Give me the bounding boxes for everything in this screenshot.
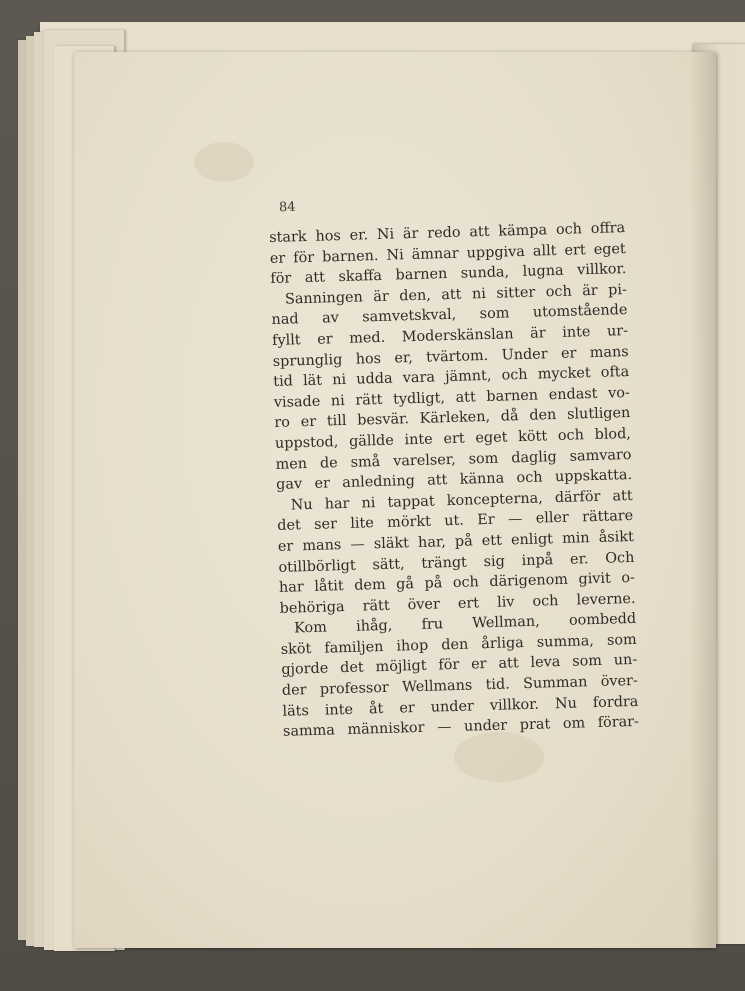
book-top-edge	[40, 22, 745, 52]
text-line: sprunglig hos er, tvärtom. Under er mans	[272, 343, 629, 370]
text-line: Nu har ni tappat koncepterna, därför att	[290, 487, 633, 514]
text-line: ro er till besvär. Kärleken, då den slutligen	[274, 405, 631, 432]
text-line: tid lät ni udda vara jämnt, och mycket ofta	[273, 364, 630, 391]
page-number: 84	[278, 199, 296, 216]
text-line: der professor Wellmans tid. Summan över-	[281, 672, 639, 699]
text-line: er för barnen. Ni ämnar uppgiva allt ert eget	[269, 240, 626, 267]
text-line: läts inte åt er under villkor. Nu fordra	[282, 693, 639, 720]
text-line: fyllt er med. Moderskänslan är inte ur-	[271, 322, 629, 349]
text-line: har låtit dem gå på och därigenom givit o-	[278, 570, 636, 596]
text-line: Kom ihåg, fru Wellman, oombedd	[293, 611, 637, 637]
text-line: samma människor — under prat om förar-	[282, 714, 640, 741]
text-line: Sanningen är den, att ni sitter och är pi-	[284, 281, 628, 308]
text-line: det ser lite mörkt ut. Er — eller rättare	[277, 508, 634, 535]
page-gutter-shadow	[690, 52, 714, 948]
paper-stain	[194, 142, 254, 182]
text-line: nad av samvetskval, som utomstående	[271, 302, 628, 329]
text-line: uppstod, gällde inte ert eget kött och blod,	[274, 425, 632, 452]
body-text	[269, 218, 639, 743]
book-page	[74, 52, 716, 948]
text-line: er mans — släkt har, på ett enligt min åsikt	[277, 528, 634, 555]
text-line: behöriga rätt över ert liv och leverne.	[279, 590, 636, 617]
text-line: gjorde det möjligt för er att leva som un-	[281, 652, 638, 679]
text-line: visade ni rätt tydligt, att barnen endast vo-	[273, 384, 630, 411]
text-line: otillbörligt sätt, trängt sig inpå er. Och	[278, 549, 635, 576]
text-line: men de små varelser, som daglig samvaro	[275, 446, 632, 473]
text-line: sköt familjen ihop den årliga summa, som	[280, 631, 637, 658]
text-line: för att skaffa barnen sunda, lugna villkor.	[270, 261, 627, 288]
text-line: stark hos er. Ni är redo att kämpa och offra	[269, 220, 626, 246]
paper-stain	[454, 732, 544, 782]
text-line: gav er anledning att känna och uppskatta.	[275, 467, 633, 494]
